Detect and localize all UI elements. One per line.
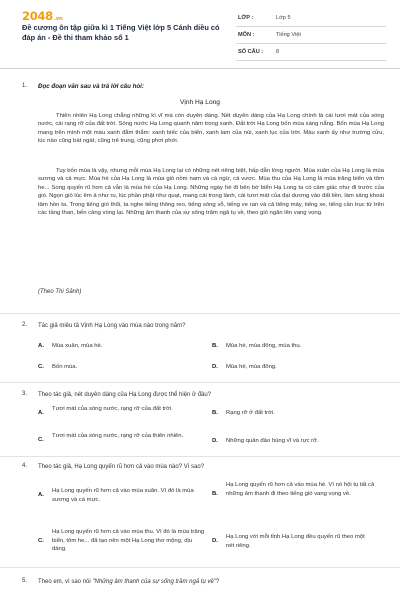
question-2-option-a[interactable]	[38, 342, 198, 352]
option-letter: C.	[38, 364, 44, 370]
meta-subject-label: MÔN :	[238, 32, 255, 38]
option-letter: D.	[212, 538, 218, 544]
option-text: Những quần đảo hùng vĩ và rực rỡ.	[226, 438, 319, 444]
option-text: Mùa xuân, mùa hè.	[52, 343, 103, 349]
option-text: Hạ Long quyến rũ hơn cả vào mùa thu. Vì đó là mùa trăng biển, tôm he... đã tạo nên một Hạ Long thơ mộng, dịu dàng.	[52, 529, 205, 553]
option-letter: D.	[212, 364, 218, 370]
question-1-number: 1.	[22, 83, 28, 89]
option-letter: C.	[38, 437, 44, 443]
question-4-option-d[interactable]	[212, 533, 384, 553]
question-divider	[0, 456, 400, 457]
option-letter: B.	[212, 491, 218, 497]
option-text: Tươi mát của sóng nước, rạng rỡ của thiên nhiên.	[52, 433, 184, 439]
option-letter: C.	[38, 538, 44, 544]
question-divider	[0, 567, 400, 568]
option-text: Mùa hè, mùa đông, mùa thu.	[226, 343, 302, 349]
meta-subject-value: Tiếng Việt	[276, 32, 301, 38]
meta-count-label: SỐ CÂU :	[238, 49, 264, 55]
option-letter: A.	[38, 492, 44, 498]
option-text: Hạ Long quyến rũ hơn cả vào mùa hè. Vì nó hội tụ tất cả những âm thanh đi theo tiếng gió vang vọng về.	[226, 482, 375, 497]
document-title: Đề cương ôn tập giữa kì 1 Tiếng Việt lớp 5 Cánh diều có đáp án - Đề thi tham khảo số 1	[22, 23, 220, 42]
meta-class-label: LỚP :	[238, 15, 254, 21]
question-2-option-d[interactable]	[212, 363, 382, 373]
meta-class-row	[236, 10, 386, 27]
question-4-text: Theo tác giả, Hạ Long quyến rũ hơn cả vào mùa nào? Vì sao?	[38, 464, 205, 470]
option-text: Hạ Long quyến rũ hơn cả vào mùa xuân. Vì đó là mùa sương và cá mực.	[52, 488, 194, 503]
meta-class-value: Lớp 5	[276, 15, 291, 21]
question-5-number: 5.	[22, 578, 28, 584]
question-4-option-c[interactable]	[38, 528, 208, 556]
question-3-option-c[interactable]	[38, 432, 203, 452]
passage-paragraph-2: Tuy bốn mùa là vậy, nhưng mỗi mùa Hạ Long lại có những nét riêng biệt, hấp dẫn lòng người. Mùa xuân của Hạ Long là mùa sương và cá mực. Mùa hè của Hạ Long là mùa gió nồm nam và cá ngừ, cá vược. Mùa thu của Hạ Long là mùa trăng biển và tôm he... Song quyến rũ hơn cả vẫn là mùa hè của Hạ Long. Những ngày hè đi bên bờ biển Hạ Long ta có cảm giác như đi trước của gió. Ngọn gió lúc êm ả như ru, lúc phần phật như quạt, mang cái trong lành, cái tươi mát của đại dương vào đất liền, làm sảng khoái tâm hồn ta. Trong tiếng gió thổi, ta nghe tiếng thông reo, tiếng sóng vỗ, tiếng ve ran và cả tiếng máy, tiếng xe, tiếng cần trục từ trên các tầng than, bến cảng vòng lại. Những âm thanh của sự sống trăm ngả tụ về, theo gió ngân lên vang vọng.	[38, 168, 384, 217]
question-4-option-a[interactable]	[38, 487, 208, 507]
passage-title: Vịnh Hạ Long	[180, 99, 220, 106]
meta-count-row	[236, 44, 386, 61]
option-text: Hạ Long với mỗi tỉnh Hạ Long đều quyến rũ theo một nét riêng.	[226, 534, 365, 549]
question-5-text-prefix: Theo em, vì sao nói	[38, 579, 93, 585]
question-2-option-c[interactable]	[38, 363, 198, 373]
question-2-text: Tác giả miêu tả Vịnh Hạ Long vào mùa nào trong năm?	[38, 323, 186, 329]
option-text: Bốn mùa.	[52, 364, 78, 370]
logo-suffix: .vn	[53, 16, 63, 22]
option-letter: B.	[212, 343, 218, 349]
document-header	[0, 0, 400, 66]
passage-paragraph-1: Thiên nhiên Hạ Long chẳng những kì vĩ mà còn duyên dáng. Nét duyên dáng của Hạ Long chính là cái tươi mát của sóng nước, cái rạng rỡ của đất trời. Sóng nước Hạ Long quanh năm trong xanh. Đất trời Hạ Long bốn mùa sáng nắng. Bốn mùa Hạ Long mang trên mình một màu xanh đằm thắm: xanh biếc của biển, xanh lam của núi, xanh lục của trời. Màu xanh ấy như trường cửu, lúc nào cũng bát ngát, cũng trẻ trung, cũng phơi phới.	[38, 113, 384, 145]
meta-subject-row	[236, 27, 386, 44]
option-letter: B.	[212, 410, 218, 416]
question-divider	[0, 382, 400, 383]
option-letter: A.	[38, 343, 44, 349]
meta-count-value: 8	[276, 49, 280, 55]
question-2-option-b[interactable]	[212, 342, 382, 352]
option-text: Mùa hè, mùa đông.	[226, 364, 277, 370]
question-3-text: Theo tác giả, nét duyên dáng của Hạ Long được thể hiện ở đâu?	[38, 392, 212, 398]
question-5-text	[38, 578, 383, 587]
question-2-number: 2.	[22, 322, 28, 328]
option-letter: A.	[38, 410, 44, 416]
question-1-instruction: Đọc đoạn văn sau và trả lời câu hỏi:	[38, 83, 144, 90]
question-3-number: 3.	[22, 391, 28, 397]
option-text: Tươi mát của sóng nước, rạng rỡ của đất trời.	[52, 406, 173, 412]
site-logo[interactable]: 2048.vn	[22, 9, 63, 23]
question-3-option-a[interactable]	[38, 405, 203, 425]
question-divider	[0, 313, 400, 314]
question-5-text-suffix: ?	[215, 579, 220, 585]
question-3-option-b[interactable]	[212, 409, 382, 419]
question-4-number: 4.	[22, 463, 28, 469]
header-divider	[0, 68, 400, 69]
document-meta	[236, 10, 386, 61]
option-letter: D.	[212, 438, 218, 444]
option-text: Rạng rỡ ở đất trời.	[226, 410, 275, 416]
passage-author: (Theo Thi Sảnh)	[38, 289, 82, 295]
question-4-option-b[interactable]	[212, 481, 384, 509]
question-3-option-d[interactable]	[212, 437, 382, 447]
question-5-quote: "Những âm thanh của sự sống trăm ngả tụ về"	[92, 579, 216, 585]
